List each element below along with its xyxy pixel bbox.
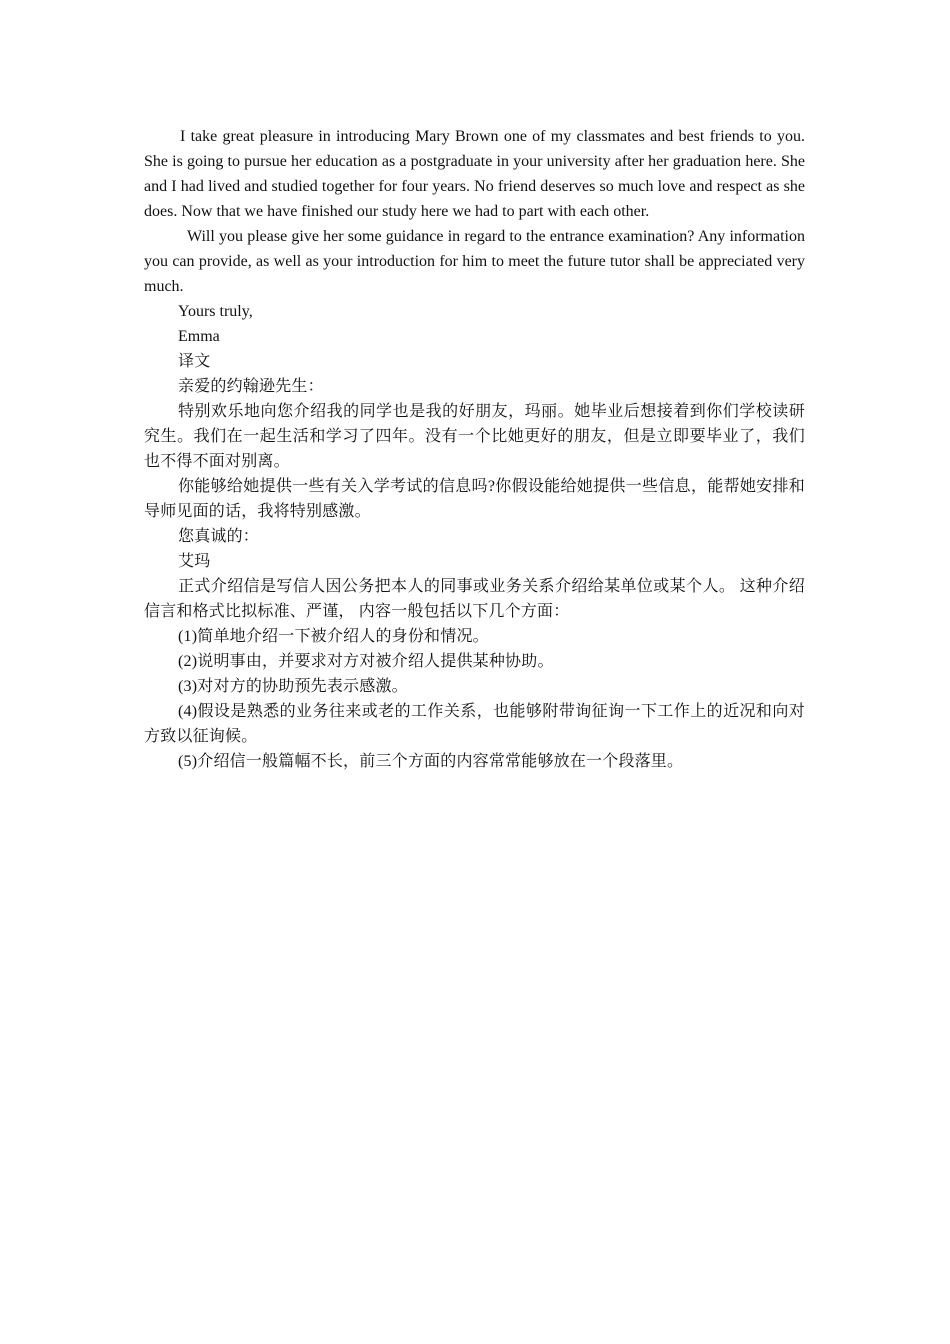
notes-item-4: (4)假设是熟悉的业务往来或老的工作关系，也能够附带询征询一下工作上的近况和向对方致以征询候。 <box>144 703 805 745</box>
notes-intro: 正式介绍信是写信人因公务把本人的同事或业务关系介绍给某单位或某个人。 这种介绍信言和格式比拟标准、严谨， 内容一般包括以下几个方面： <box>144 578 805 620</box>
letter-paragraph-1: I take great pleasure in introducing Mary Brown one of my classmates and best friends to you. She is going to pursue her education as a postgraduate in your university after her graduation here. She and I had lived and studied together for four years. No friend deserves so much love and respect as she does. Now that we have finished our study here we had to part with each other. <box>144 128 805 220</box>
translation-closing: 您真诚的： <box>178 528 260 545</box>
notes-item-5: (5)介绍信一般篇幅不长，前三个方面的内容常常能够放在一个段落里。 <box>178 753 684 770</box>
translation-paragraph-2: 你能够给她提供一些有关入学考试的信息吗?你假设能给她提供一些信息，能帮她安排和导师见面的话，我将特别感激。 <box>144 478 805 520</box>
letter-signature: Emma <box>178 328 220 345</box>
notes-item-3: (3)对对方的协助预先表示感激。 <box>178 678 408 695</box>
notes-item-1: (1)简单地介绍一下被介绍人的身份和情况。 <box>178 628 489 645</box>
translation-signature: 艾玛 <box>178 553 211 570</box>
document-page <box>144 124 805 774</box>
translation-heading: 译文 <box>178 353 211 370</box>
translation-paragraph-1: 特别欢乐地向您介绍我的同学也是我的好朋友，玛丽。她毕业后想接着到你们学校读研究生。我们在一起生活和学习了四年。没有一个比她更好的朋友，但是立即要毕业了，我们也不得不面对别离。 <box>144 403 805 470</box>
letter-paragraph-2: Will you please give her some guidance in regard to the entrance examination? Any information you can provide, as well as your introduction for him to meet the future tutor shall be appreciated very much. <box>144 228 805 295</box>
letter-closing: Yours truly, <box>178 303 253 320</box>
notes-item-2: (2)说明事由，并要求对方对被介绍人提供某种协助。 <box>178 653 554 670</box>
translation-salutation: 亲爱的约翰逊先生： <box>178 378 324 395</box>
